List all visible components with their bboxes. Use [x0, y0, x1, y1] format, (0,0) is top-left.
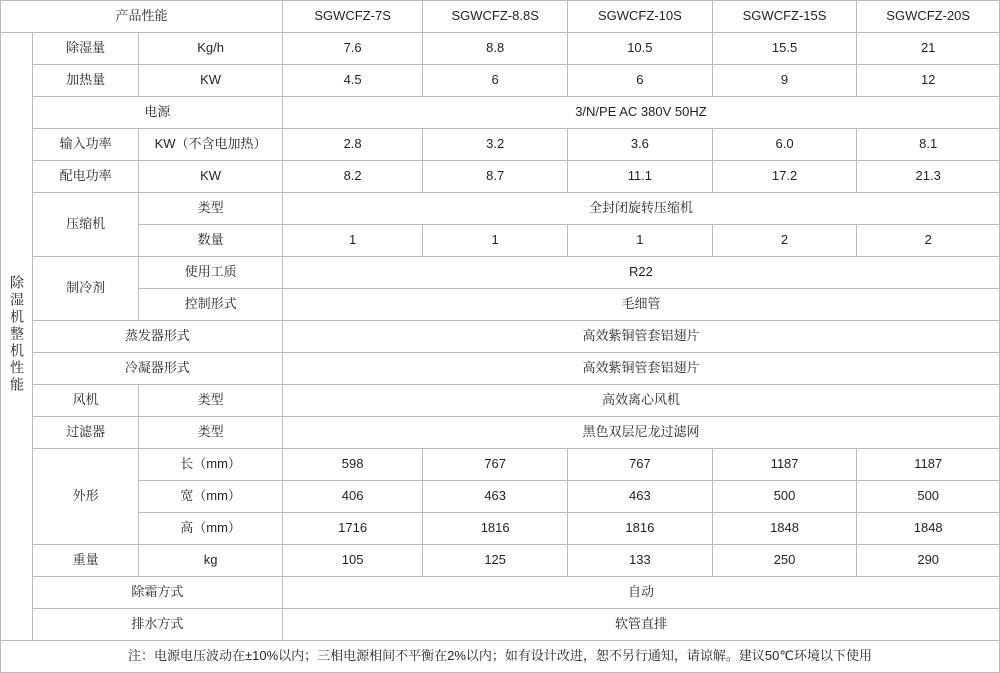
table-row [1, 225, 1000, 257]
cell-value: 21 [857, 33, 1000, 65]
cell-value: 125 [423, 545, 568, 577]
model-header-1: SGWCFZ-8.8S [423, 1, 568, 33]
cell-value: 6 [568, 65, 713, 97]
cell-value: 2.8 [282, 129, 422, 161]
cell-value: 406 [282, 481, 422, 513]
cell-value: 463 [568, 481, 713, 513]
row-unit: 高（mm） [139, 513, 283, 545]
row-unit: 控制形式 [139, 289, 283, 321]
cell-value: 1 [423, 225, 568, 257]
cell-value: 9 [712, 65, 857, 97]
cell-value: 105 [282, 545, 422, 577]
row-label: 蒸发器形式 [32, 321, 282, 353]
cell-value: 250 [712, 545, 857, 577]
cell-value: 2 [857, 225, 1000, 257]
row-group-label: 压缩机 [32, 193, 138, 257]
side-label-cell [1, 33, 33, 641]
cell-value: 767 [423, 449, 568, 481]
table-row [1, 97, 1000, 129]
cell-value: 767 [568, 449, 713, 481]
cell-value-span: 3/N/PE AC 380V 50HZ [282, 97, 999, 129]
cell-value: 11.1 [568, 161, 713, 193]
cell-value: 8.2 [282, 161, 422, 193]
cell-value-span: 高效紫铜管套铝翅片 [282, 321, 999, 353]
cell-value: 8.1 [857, 129, 1000, 161]
row-label: 加热量 [32, 65, 138, 97]
cell-value-span: 黑色双层尼龙过滤网 [282, 417, 999, 449]
table-row [1, 545, 1000, 577]
model-header-4: SGWCFZ-20S [857, 1, 1000, 33]
row-unit: 类型 [139, 385, 283, 417]
cell-value: 8.7 [423, 161, 568, 193]
row-unit: KW（不含电加热） [139, 129, 283, 161]
row-unit: KW [139, 65, 283, 97]
cell-value: 2 [712, 225, 857, 257]
table-row [1, 321, 1000, 353]
cell-value: 4.5 [282, 65, 422, 97]
row-label: 电源 [32, 97, 282, 129]
table-row [1, 609, 1000, 641]
row-group-label: 制冷剂 [32, 257, 138, 321]
cell-value: 1 [568, 225, 713, 257]
table-row [1, 257, 1000, 289]
table-row [1, 161, 1000, 193]
cell-value: 1848 [712, 513, 857, 545]
cell-value: 6.0 [712, 129, 857, 161]
cell-value: 463 [423, 481, 568, 513]
row-unit: kg [139, 545, 283, 577]
table-row [1, 33, 1000, 65]
row-label: 重量 [32, 545, 138, 577]
table-row [1, 289, 1000, 321]
table-row [1, 129, 1000, 161]
cell-value: 7.6 [282, 33, 422, 65]
row-unit: 宽（mm） [139, 481, 283, 513]
table-row [1, 417, 1000, 449]
row-unit: 长（mm） [139, 449, 283, 481]
cell-value: 290 [857, 545, 1000, 577]
cell-value: 500 [857, 481, 1000, 513]
cell-value: 1816 [568, 513, 713, 545]
table-row [1, 65, 1000, 97]
cell-value-span: 全封闭旋转压缩机 [282, 193, 999, 225]
row-unit: 类型 [139, 193, 283, 225]
cell-value: 3.2 [423, 129, 568, 161]
table-note-row [1, 641, 1000, 673]
table-header-row [1, 1, 1000, 33]
cell-value: 10.5 [568, 33, 713, 65]
cell-value: 3.6 [568, 129, 713, 161]
cell-value: 1187 [857, 449, 1000, 481]
cell-value: 15.5 [712, 33, 857, 65]
table-row [1, 513, 1000, 545]
cell-value: 21.3 [857, 161, 1000, 193]
table-row [1, 353, 1000, 385]
row-label: 冷凝器形式 [32, 353, 282, 385]
cell-value: 1 [282, 225, 422, 257]
cell-value-span: 毛细管 [282, 289, 999, 321]
cell-value-span: 软管直排 [282, 609, 999, 641]
row-group-label: 外形 [32, 449, 138, 545]
cell-value: 8.8 [423, 33, 568, 65]
row-label: 风机 [32, 385, 138, 417]
cell-value: 133 [568, 545, 713, 577]
row-unit: Kg/h [139, 33, 283, 65]
cell-value: 598 [282, 449, 422, 481]
side-label-text: 除湿机整机性能 [8, 274, 25, 394]
cell-value-span: 高效紫铜管套铝翅片 [282, 353, 999, 385]
row-unit: 类型 [139, 417, 283, 449]
model-header-3: SGWCFZ-15S [712, 1, 857, 33]
cell-value: 1816 [423, 513, 568, 545]
cell-value-span: R22 [282, 257, 999, 289]
cell-value: 12 [857, 65, 1000, 97]
cell-value: 17.2 [712, 161, 857, 193]
model-header-2: SGWCFZ-10S [568, 1, 713, 33]
row-label: 排水方式 [32, 609, 282, 641]
table-row [1, 577, 1000, 609]
cell-value-span: 高效离心风机 [282, 385, 999, 417]
cell-value: 1716 [282, 513, 422, 545]
table-row [1, 449, 1000, 481]
row-label: 除霜方式 [32, 577, 282, 609]
cell-value-span: 自动 [282, 577, 999, 609]
cell-value: 1848 [857, 513, 1000, 545]
cell-value: 500 [712, 481, 857, 513]
row-label: 除湿量 [32, 33, 138, 65]
row-unit: 使用工质 [139, 257, 283, 289]
table-note: 注：电源电压波动在±10%以内；三相电源相间不平衡在2%以内；如有设计改进，恕不另行通知，请谅解。建议50℃环境以下使用 [1, 641, 1000, 673]
table-row [1, 481, 1000, 513]
header-title-text: 产品性能 [115, 8, 168, 24]
row-unit: KW [139, 161, 283, 193]
row-unit: 数量 [139, 225, 283, 257]
model-header-0: SGWCFZ-7S [282, 1, 422, 33]
row-label: 配电功率 [32, 161, 138, 193]
header-title [1, 1, 283, 33]
row-label: 输入功率 [32, 129, 138, 161]
table-row [1, 193, 1000, 225]
row-label: 过滤器 [32, 417, 138, 449]
table-row [1, 385, 1000, 417]
cell-value: 1187 [712, 449, 857, 481]
cell-value: 6 [423, 65, 568, 97]
